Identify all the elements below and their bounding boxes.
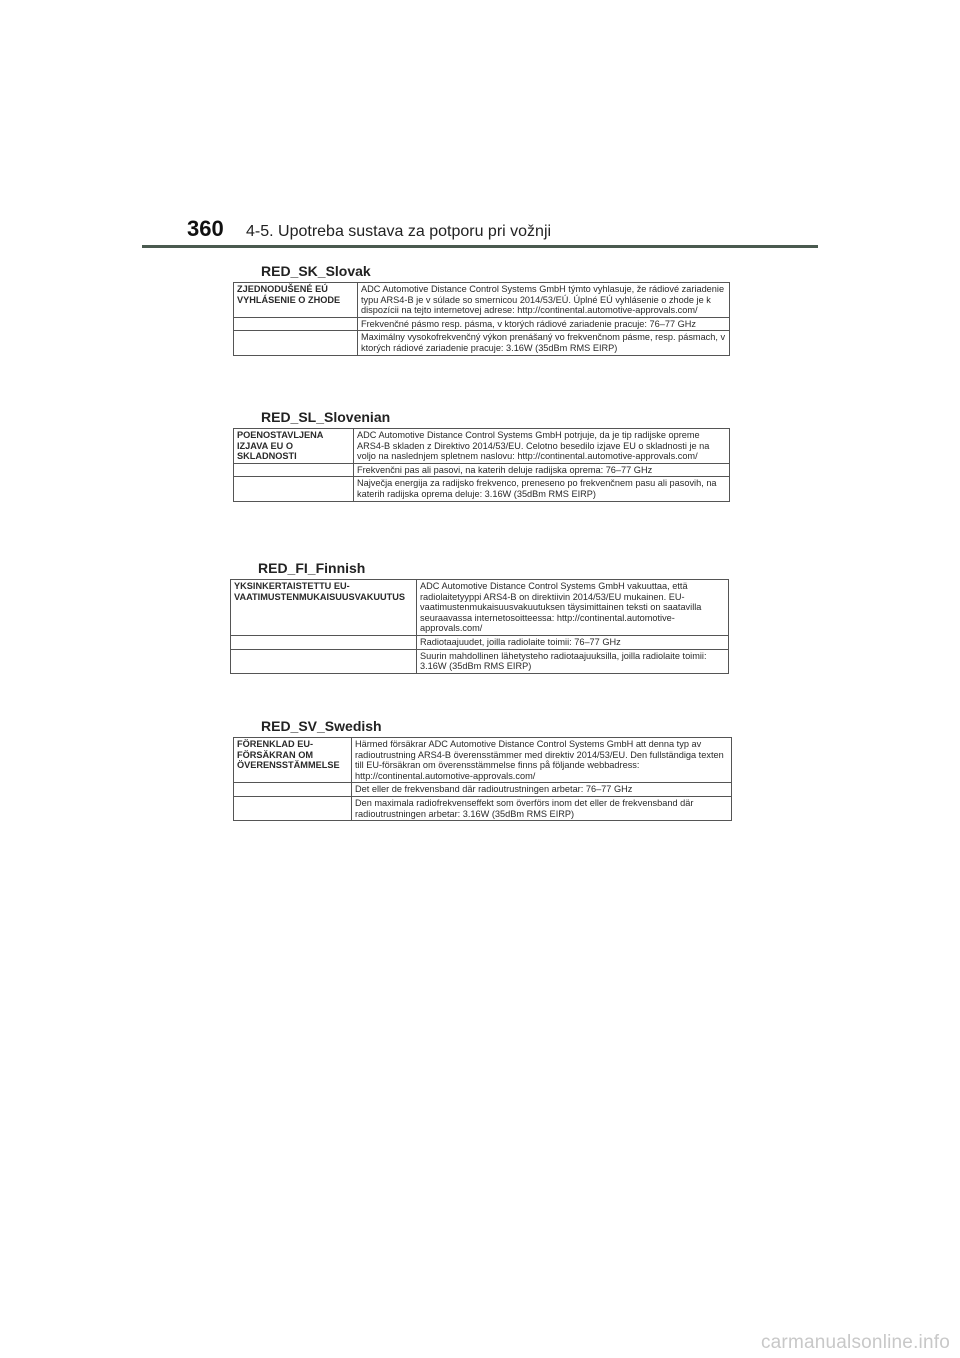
- empty-cell: [234, 317, 358, 331]
- table-row: [234, 429, 730, 464]
- table-row: [234, 477, 730, 501]
- table-row: [234, 463, 730, 477]
- power-text: Največja energija za radijsko frekvenco, preneseno po frekvenčnem pasu ali pasovih, na katerih radijska oprema deluje: 3.16W (35dBm RMS EIRP): [354, 477, 730, 501]
- empty-cell: [234, 331, 358, 355]
- declaration-label: FÖRENKLAD EU-FÖRSÄKRAN OM ÖVERENSSTÄMMELSE: [234, 738, 352, 783]
- declaration-text: ADC Automotive Distance Control Systems GmbH týmto vyhlasuje, že rádiové zariadenie typu ARS4-B je v súlade so smernicou 2014/53/EÚ. Úplné EÚ vyhlásenie o zhode je k dispozícii na tejto internetovej adrese: http://continental.automotive-approvals.com/: [358, 283, 730, 318]
- empty-cell: [231, 649, 417, 673]
- declaration-text: ADC Automotive Distance Control Systems GmbH vakuuttaa, että radiolaitetyyppi ARS4-B on direktiivin 2014/53/EU mukainen. EU-vaatimustenmukaisuusvakuutuksen täysimittainen teksti on saatavilla seuraavassa internetosoitteessa: http://continental.automotive-approvals.com/: [417, 580, 729, 636]
- section-swedish: [233, 718, 732, 821]
- table-row: [231, 580, 729, 636]
- empty-cell: [234, 796, 352, 820]
- declaration-text: ADC Automotive Distance Control Systems GmbH potrjuje, da je tip radijske opreme ARS4-B skladen z Direktivo 2014/53/EU. Celotno besedilo izjave EU o skladnosti je na voljo na naslednjem spletnem naslovu: http://continental.automotive-approvals.com/: [354, 429, 730, 464]
- section-slovak: [233, 263, 730, 356]
- table-row: [231, 635, 729, 649]
- empty-cell: [234, 783, 352, 797]
- declaration-label: ZJEDNODUŠENÉ EÚ VYHLÁSENIE O ZHODE: [234, 283, 358, 318]
- section-title: RED_FI_Finnish: [258, 560, 366, 576]
- power-text: Maximálny vysokofrekvenčný výkon prenášaný vo frekvenčnom pásme, resp. pásmach, v ktorých rádiové zariadenie pracuje: 3.16W (35dBm RMS EIRP): [358, 331, 730, 355]
- header-rule: [142, 245, 818, 248]
- empty-cell: [234, 477, 354, 501]
- section-slovenian: [233, 409, 730, 502]
- table-row: [234, 783, 732, 797]
- page-number: 360: [187, 216, 224, 241]
- table-row: [234, 738, 732, 783]
- declaration-table: [233, 737, 732, 821]
- declaration-table: [233, 282, 730, 356]
- page-header: [0, 210, 960, 250]
- table-row: [234, 331, 730, 355]
- power-text: Den maximala radiofrekvenseffekt som överförs inom det eller de frekvensband där radioutrustningen arbetar: 3.16W (35dBm RMS EIRP): [352, 796, 732, 820]
- power-text: Suurin mahdollinen lähetysteho radiotaajuuksilla, joilla radiolaite toimii: 3.16W (35dBm RMS EIRP): [417, 649, 729, 673]
- frequency-text: Det eller de frekvensband där radioutrustningen arbetar: 76–77 GHz: [352, 783, 732, 797]
- section-title: RED_SL_Slovenian: [261, 409, 391, 425]
- empty-cell: [231, 635, 417, 649]
- declaration-label: POENOSTAVLJENA IZJAVA EU O SKLADNOSTI: [234, 429, 354, 464]
- table-row: [234, 796, 732, 820]
- chapter-title: 4-5. Upotreba sustava za potporu pri vožnji: [246, 223, 552, 240]
- section-title: RED_SV_Swedish: [261, 718, 382, 734]
- frequency-text: Frekvenčni pas ali pasovi, na katerih deluje radijska oprema: 76–77 GHz: [354, 463, 730, 477]
- table-row: [234, 283, 730, 318]
- table-row: [234, 317, 730, 331]
- table-row: [231, 649, 729, 673]
- frequency-text: Radiotaajuudet, joilla radiolaite toimii: 76–77 GHz: [417, 635, 729, 649]
- declaration-text: Härmed försäkrar ADC Automotive Distance Control Systems GmbH att denna typ av radioutrustning ARS4-B överensstämmer med direktiv 2014/53/EU. Den fullständiga texten till EU-försäkran om överensstämmelse finns på följande webbadress: http://continental.automotive-approvals.com/: [352, 738, 732, 783]
- declaration-table: [233, 428, 730, 502]
- frequency-text: Frekvenčné pásmo resp. pásma, v ktorých rádiové zariadenie pracuje: 76–77 GHz: [358, 317, 730, 331]
- declaration-table: [230, 579, 729, 674]
- section-finnish: [230, 560, 729, 674]
- empty-cell: [234, 463, 354, 477]
- section-title: RED_SK_Slovak: [261, 263, 371, 279]
- declaration-label: YKSINKERTAISTETTU EU-VAATIMUSTENMUKAISUUSVAKUUTUS: [231, 580, 417, 636]
- watermark-logo: carmanualsonline.info: [760, 1332, 950, 1353]
